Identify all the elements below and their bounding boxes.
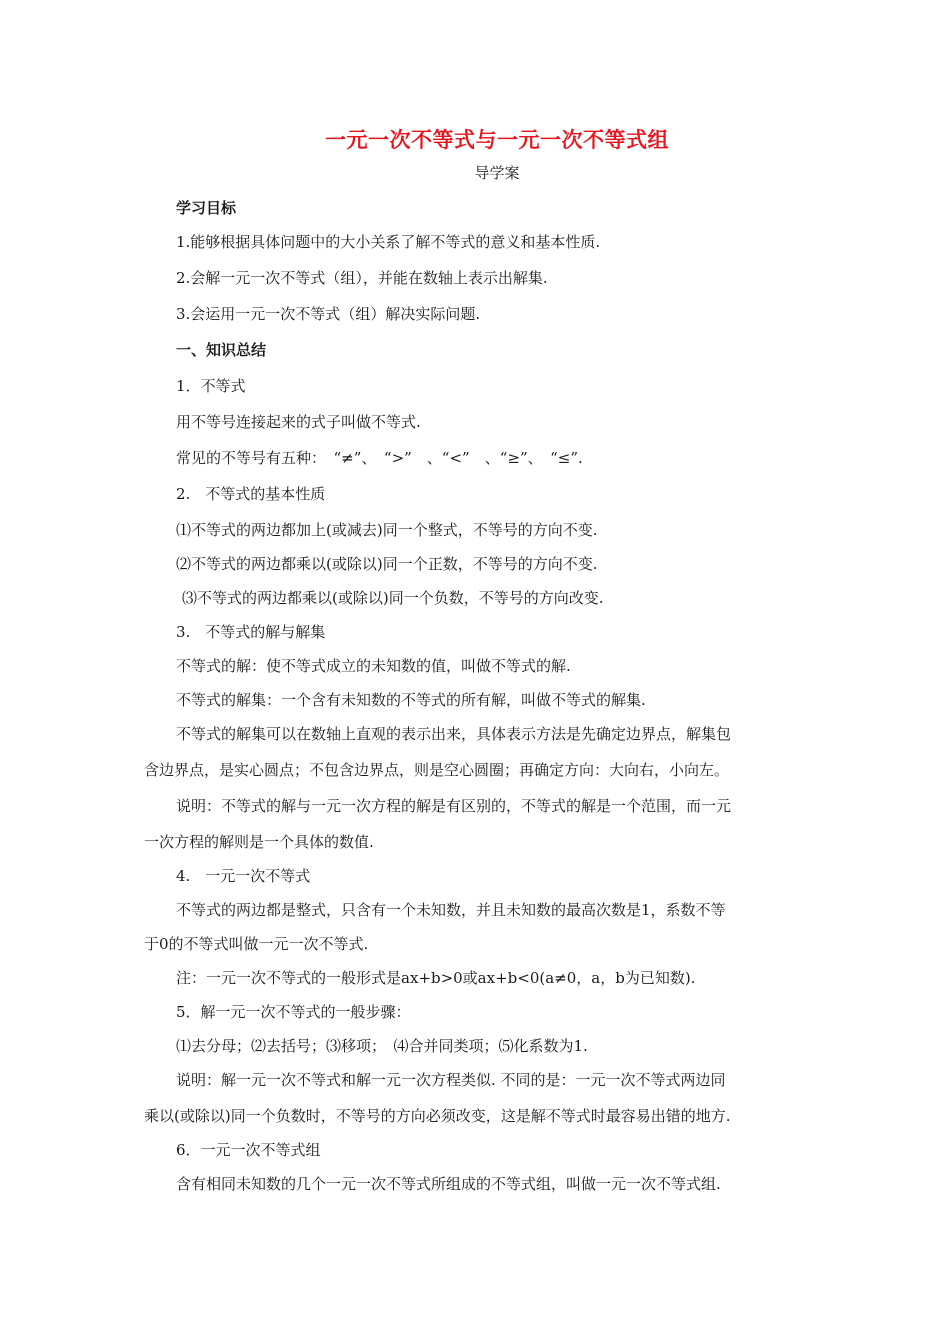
goal-item: 3.会运用一元一次不等式（组）解决实际问题.	[176, 305, 481, 323]
paragraph-line: 说明：不等式的解与一元一次方程的解是有区别的，不等式的解是一个范围，而一元	[176, 797, 732, 815]
goal-item: 1.能够根据具体问题中的大小关系了解不等式的意义和基本性质.	[176, 233, 601, 251]
steps-line: ⑴去分母；⑵去括号；⑶移项； ⑷合并同类项；⑸化系数为1.	[176, 1037, 588, 1055]
document-title: 一元一次不等式与一元一次不等式组	[325, 127, 669, 152]
paragraph-line: 一次方程的解则是一个具体的数值.	[144, 833, 374, 851]
property-item: ⑴不等式的两边都加上(或减去)同一个整式，不等号的方向不变.	[176, 521, 598, 539]
paragraph-line: 乘以(或除以)同一个负数时，不等号的方向必须改变，这是解不等式时最容易出错的地方.	[144, 1107, 731, 1125]
paragraph-line: 含边界点，是实心圆点；不包含边界点，则是空心圆圈；再确定方向：大向右，小向左。	[144, 761, 730, 779]
document-subtitle: 导学案	[474, 164, 520, 182]
subsection-heading: 5．解一元一次不等式的一般步骤：	[176, 1003, 411, 1021]
paragraph-line: 含有相同未知数的几个一元一次不等式所组成的不等式组，叫做一元一次不等式组.	[176, 1175, 721, 1193]
paragraph-line: 说明：解一元一次不等式和解一元一次方程类似. 不同的是：一元一次不等式两边同	[176, 1071, 726, 1089]
paragraph-line: 不等式的解集可以在数轴上直观的表示出来，具体表示方法是先确定边界点，解集包	[176, 725, 732, 743]
paragraph-line: 常见的不等号有五种： “≠”、 “>” 、“<” 、“≥”、 “≤”.	[176, 449, 583, 467]
goal-item: 2.会解一元一次不等式（组），并能在数轴上表示出解集.	[176, 269, 548, 287]
section-heading-goals: 学习目标	[176, 199, 237, 217]
property-item: ⑵不等式的两边都乘以(或除以)同一个正数，不等号的方向不变.	[176, 555, 598, 573]
subsection-heading: 6．一元一次不等式组	[176, 1141, 321, 1159]
section-heading-summary: 一、知识总结	[176, 341, 267, 359]
paragraph-line: 用不等号连接起来的式子叫做不等式.	[176, 413, 421, 431]
subsection-heading: 4. 一元一次不等式	[176, 867, 311, 885]
note-line: 注：一元一次不等式的一般形式是ax+b>0或ax+b<0(a≠0，a，b为已知数).	[176, 969, 696, 987]
paragraph-line: 不等式的解：使不等式成立的未知数的值，叫做不等式的解.	[176, 657, 571, 675]
subsection-heading: 2. 不等式的基本性质	[176, 485, 326, 503]
subsection-heading: 3. 不等式的解与解集	[176, 623, 326, 641]
paragraph-line: 于0的不等式叫做一元一次不等式.	[144, 935, 369, 953]
subsection-heading: 1．不等式	[176, 377, 246, 395]
property-item: ⑶不等式的两边都乘以(或除以)同一个负数，不等号的方向改变.	[182, 589, 604, 607]
paragraph-line: 不等式的解集：一个含有未知数的不等式的所有解，叫做不等式的解集.	[176, 691, 646, 709]
paragraph-line: 不等式的两边都是整式，只含有一个未知数，并且未知数的最高次数是1，系数不等	[176, 901, 726, 919]
